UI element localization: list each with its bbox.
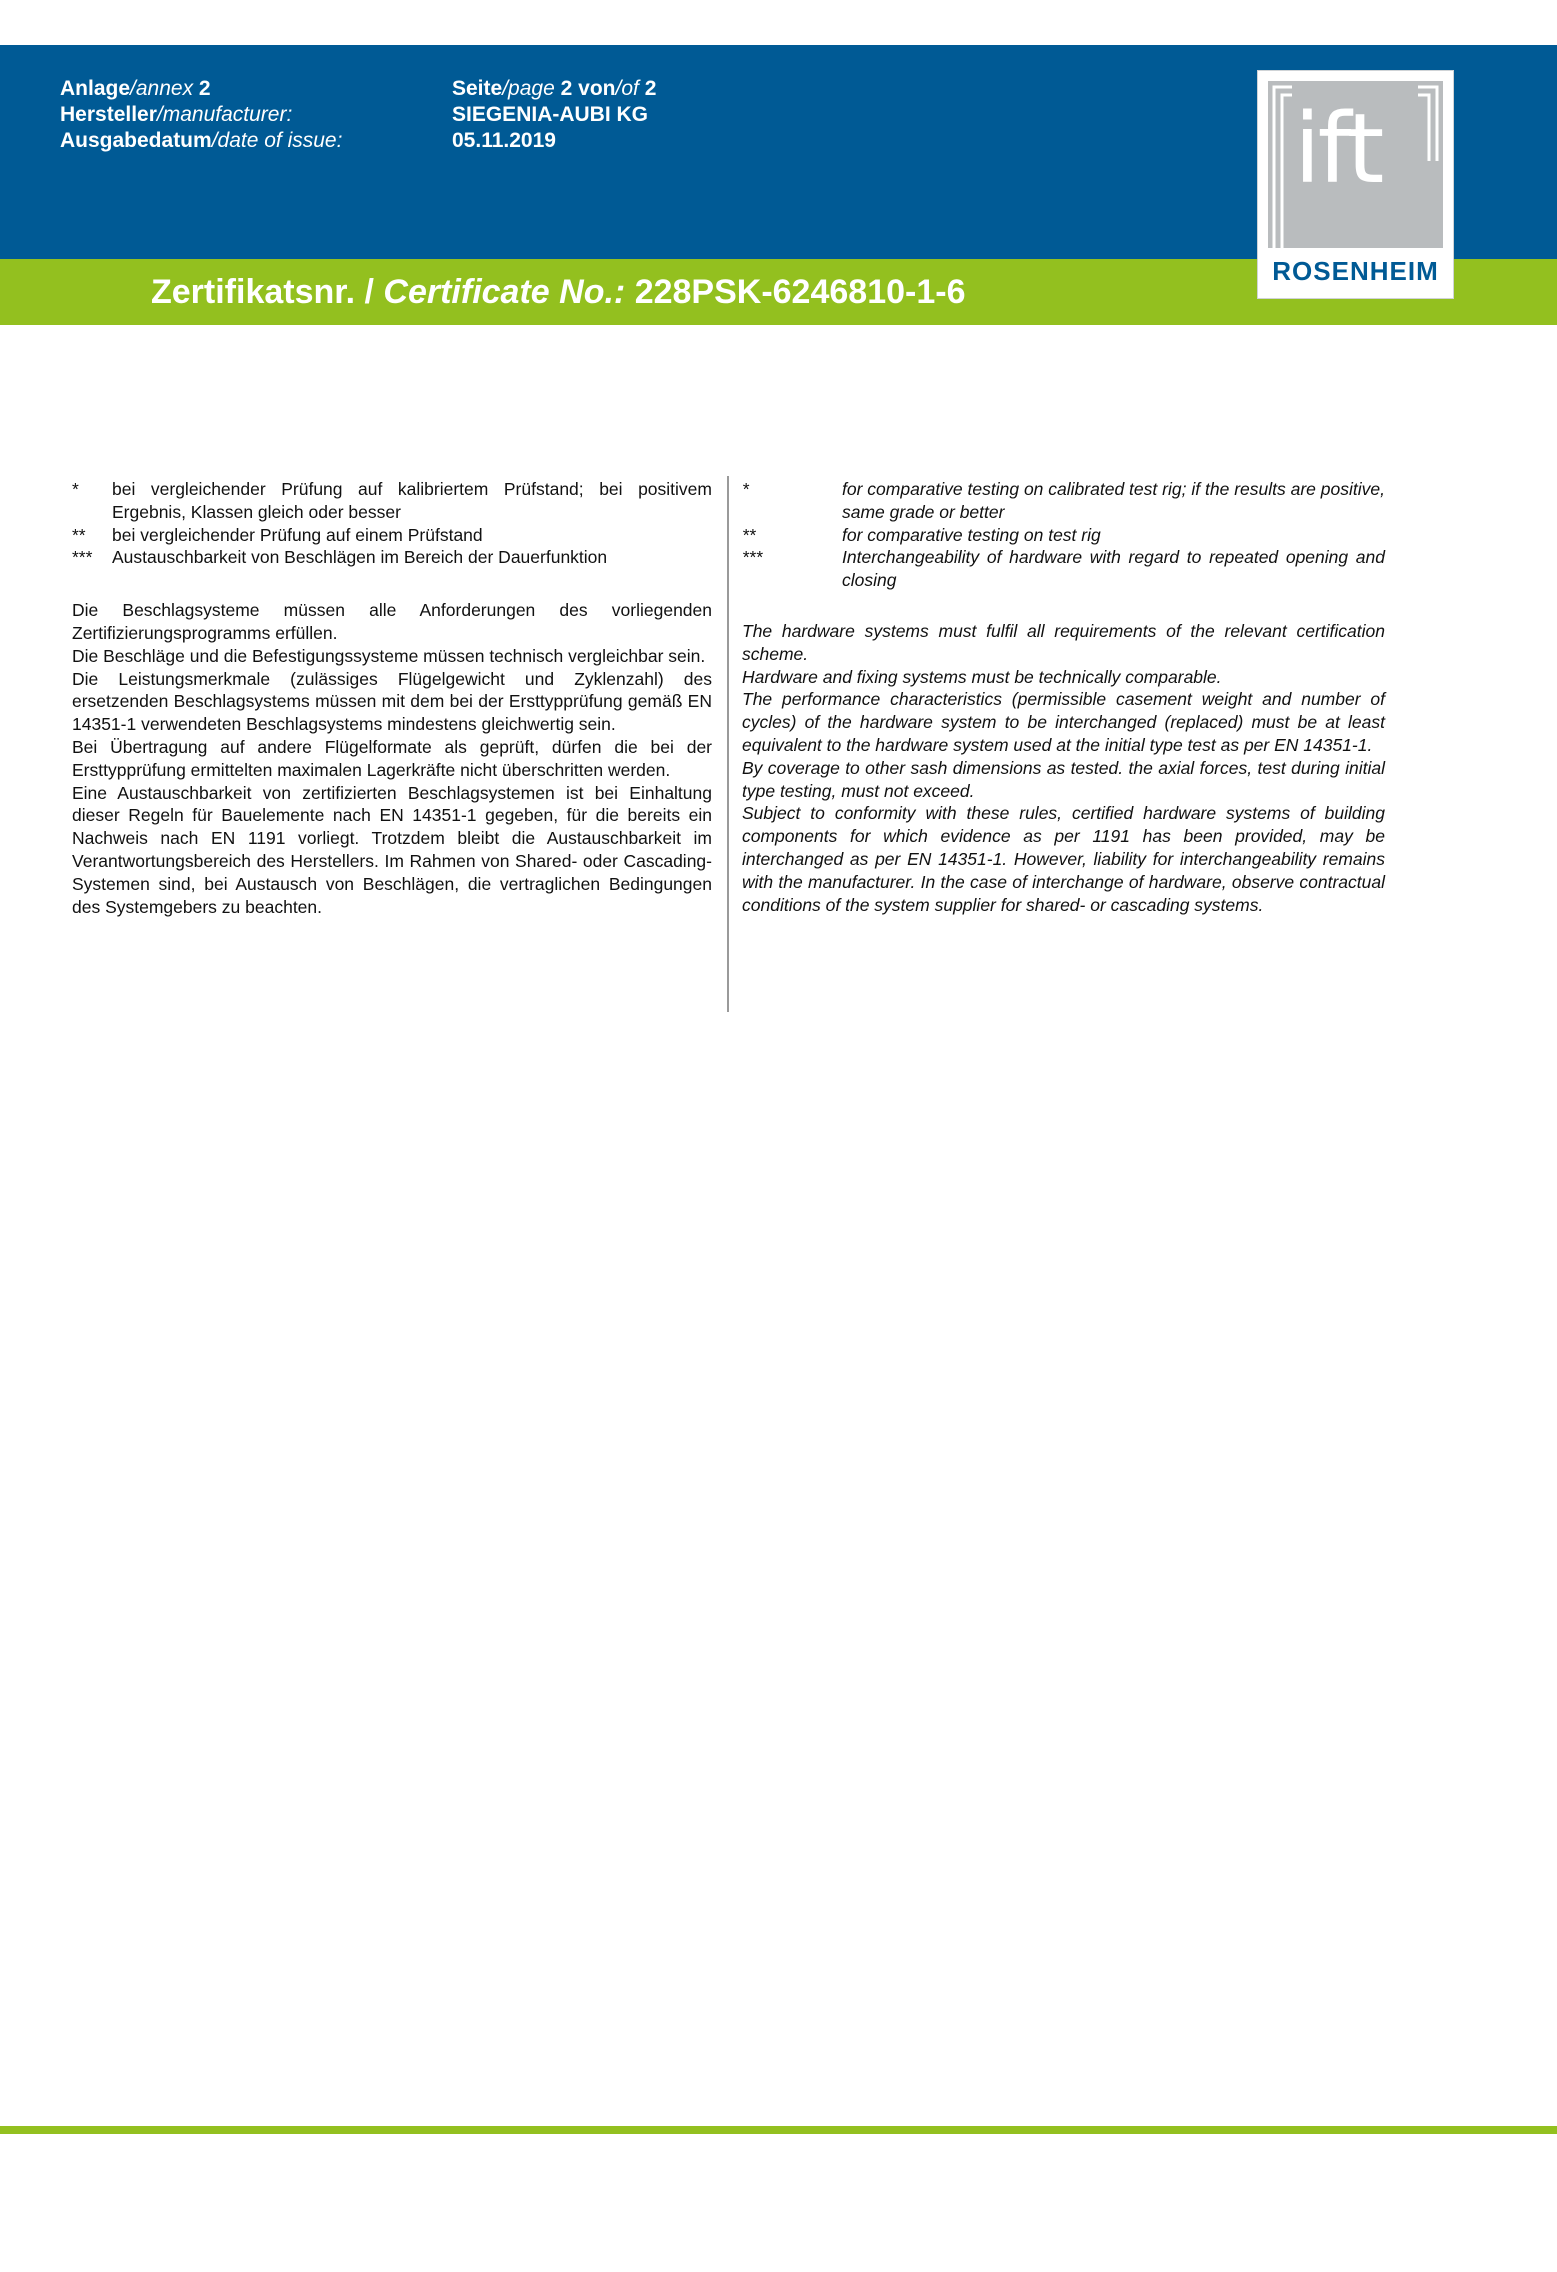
footnote-mark: * — [72, 479, 79, 499]
footnote — [72, 478, 712, 524]
footnote-text: Interchangeability of hardware with regard to repeated opening and closing — [842, 547, 1385, 591]
header-meta-right: Seite/page 2 von/of 2 SIEGENIA-AUBI KG 05.11.2019 — [452, 77, 657, 152]
footnote — [742, 546, 1385, 592]
logo-subtitle: ROSENHEIM — [1272, 256, 1439, 286]
page-number: 2 — [560, 77, 573, 100]
paragraph: By coverage to other sash dimensions as tested. the axial forces, test during initial type testing, must not exceed. — [742, 757, 1385, 801]
english-column — [742, 478, 1385, 916]
paragraph: Die Leistungsmerkmale (zulässiges Flügelgewicht und Zyklenzahl) des ersetzenden Beschlagsystems müssen mit dem bei der Ersttypprüfung gemäß EN 14351-1 verwendeten Beschlagsystems mindestens gleichwertig sein. — [72, 668, 712, 735]
footer-bar — [0, 2126, 1557, 2134]
paragraph: Bei Übertragung auf andere Flügelformate als geprüft, dürfen die bei der Ersttypprüfung ermittelten maximalen Lagerkräfte nicht überschritten werden. — [72, 736, 712, 780]
paragraph: Die Beschläge und die Befestigungssysteme müssen technisch vergleichbar sein. — [72, 645, 706, 666]
page-label: Seite — [452, 77, 503, 100]
footnote-text: Austauschbarkeit von Beschlägen im Bereich der Dauerfunktion — [112, 547, 608, 568]
footnote-text: for comparative testing on calibrated test rig; if the results are positive, same grade or better — [842, 479, 1385, 522]
footnote — [72, 546, 712, 569]
logo-mark — [1268, 81, 1443, 248]
of-label: von — [578, 77, 616, 100]
paragraph: Eine Austauschbarkeit von zertifizierten Beschlagsystemen ist bei Einhaltung dieser Regeln für Bauelemente nach EN 14351-1 gegeben, für die bereits ein Nachweis nach EN 1191 vorliegt. Trotzdem bleibt die Austauschbarkeit im Verantwortungsbereich des Herstellers. Im Rahmen von Shared- oder Cascading-Systemen sind, bei Austausch von Beschlägen, die vertraglichen Bedingungen des Systemgebers zu beachten. — [72, 782, 712, 917]
paragraph: Die Beschlagsysteme müssen alle Anforderungen des vorliegenden Zertifizierungsprogramms erfüllen. — [72, 600, 712, 643]
footnote — [742, 478, 1385, 524]
of-label-en: of — [621, 77, 639, 100]
issue-date-label: Ausgabedatum — [60, 129, 212, 152]
footnote-text: bei vergleichender Prüfung auf kalibriertem Prüfstand; bei positivem Ergebnis, Klassen gleich oder besser — [112, 479, 712, 522]
footnote-text: bei vergleichender Prüfung auf einem Prüfstand — [112, 524, 483, 545]
issue-date-label-en: date of issue: — [217, 129, 343, 152]
page-total: 2 — [644, 77, 657, 100]
issue-date: 05.11.2019 — [452, 129, 556, 152]
paragraph: The hardware systems must fulfil all requirements of the relevant certification scheme. — [742, 620, 1385, 664]
page-label-en: page — [508, 77, 555, 100]
paragraph: The performance characteristics (permissible casement weight and number of cycles) of the hardware system to be interchanged (replaced) must be at least equivalent to the hardware system used at the initial type test as per EN 14351-1. — [742, 689, 1385, 755]
manufacturer-label-en: manufacturer: — [162, 103, 293, 126]
footnote-mark: *** — [72, 547, 93, 568]
footnote — [72, 524, 712, 547]
annex-value: 2 — [198, 77, 211, 100]
certificate-number-title — [151, 270, 965, 314]
paragraph: Hardware and fixing systems must be technically comparable. — [742, 666, 1222, 687]
certificate-label: Zertifikatsnr. / — [151, 273, 384, 311]
certificate-label-en: Certificate No.: — [383, 273, 626, 311]
german-column — [72, 478, 712, 918]
paragraph: Subject to conformity with these rules, certified hardware systems of building components for which evidence as per 1191 has been provided, may be interchanged as per EN 14351-1. However, liability for interchangeability remains with the manufacturer. In the case of interchange of hardware, observe contractual conditions of the system supplier for shared- or cascading systems. — [742, 803, 1385, 915]
ift-logo — [1257, 70, 1454, 299]
certificate-number: 228PSK-6246810-1-6 — [634, 273, 966, 311]
logo-text: ift — [1294, 93, 1382, 205]
footnote-text: for comparative testing on test rig — [842, 524, 1101, 545]
manufacturer-label: Hersteller — [60, 103, 157, 126]
footnote-mark: *** — [742, 547, 763, 568]
column-divider — [727, 476, 729, 1012]
annex-label: Anlage — [60, 77, 131, 100]
footnote-mark: ** — [742, 524, 756, 545]
footnote-mark: ** — [72, 524, 86, 545]
header-meta-left: Anlage/annex 2 Hersteller/manufacturer: Ausgabedatum/date of issue: — [60, 77, 343, 152]
footnote — [742, 524, 1385, 547]
annex-label-en: annex — [135, 77, 194, 100]
manufacturer-name: SIEGENIA-AUBI KG — [452, 103, 649, 126]
footnote-mark: * — [742, 479, 749, 499]
